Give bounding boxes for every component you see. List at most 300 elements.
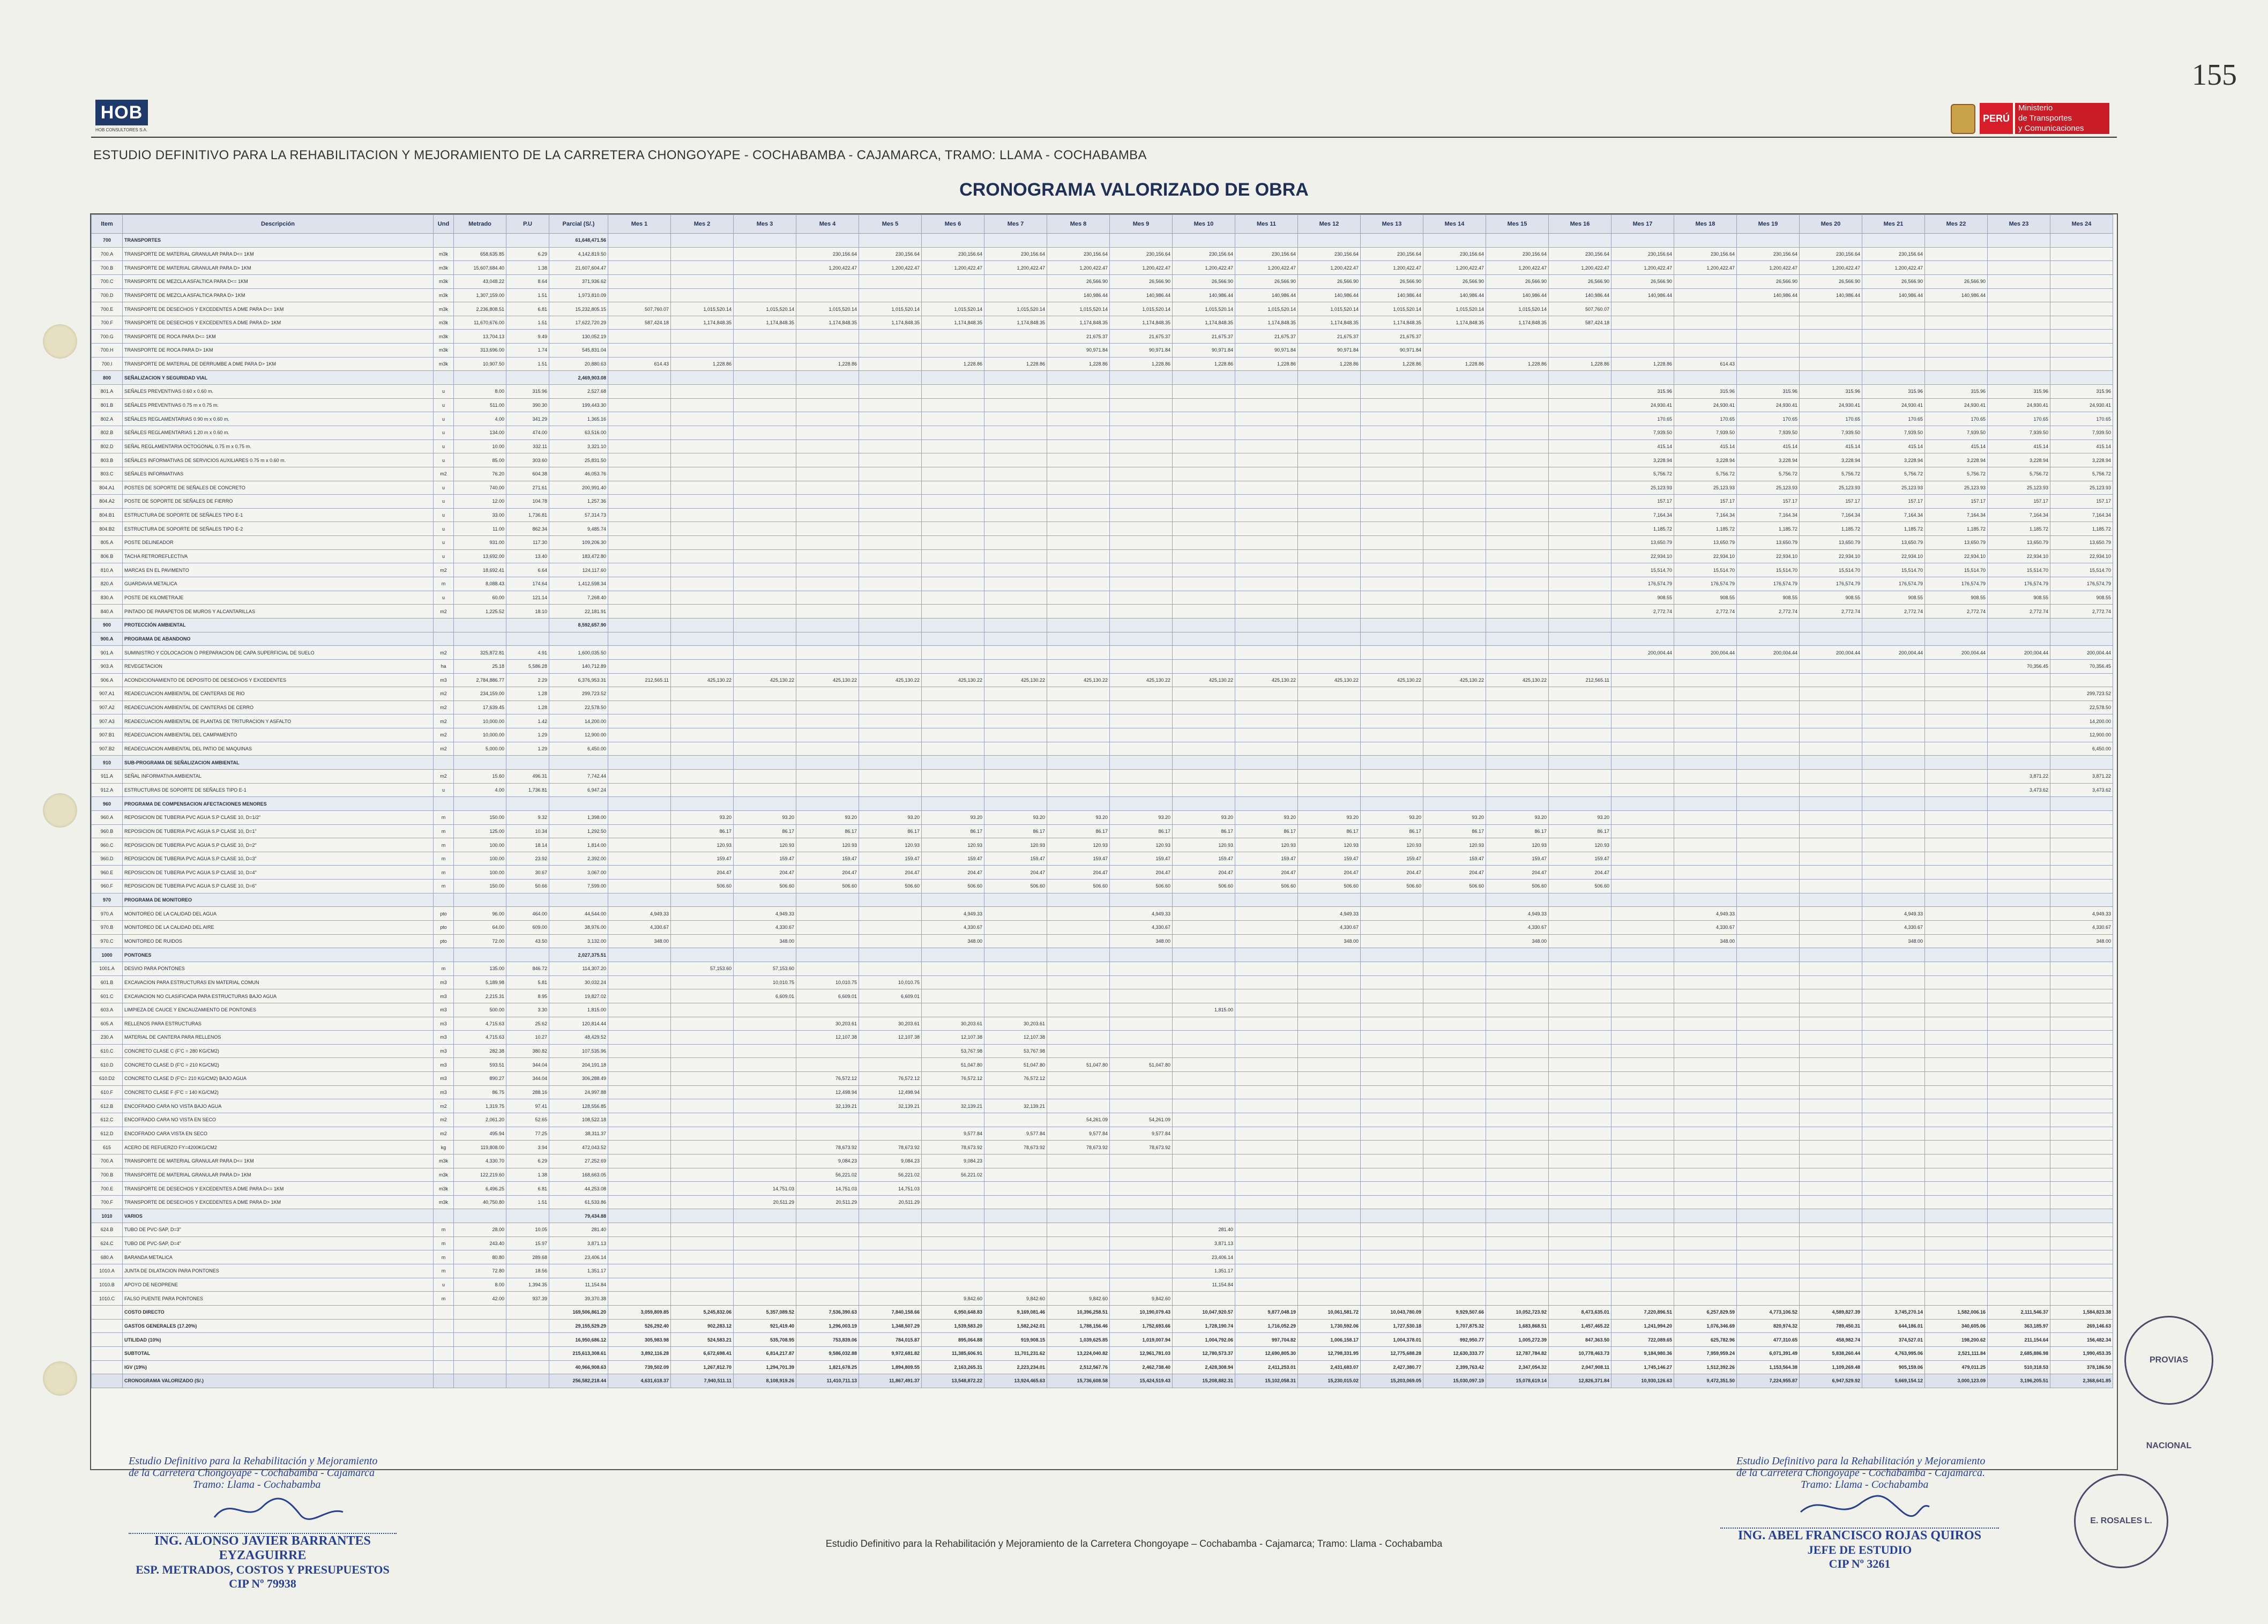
cell-mes-6: 895,064.88: [922, 1333, 984, 1347]
cell-mes-15: [1486, 577, 1549, 591]
schedule-table: [91, 214, 2113, 1388]
table-row: [92, 508, 2113, 522]
cell-mes-19: [1737, 1195, 1800, 1209]
cell-mes-24: [2050, 797, 2113, 811]
cell-mes-6: [922, 577, 984, 591]
cell-mes-22: [1925, 797, 1988, 811]
cell-mes-22: 1,185.72: [1925, 522, 1988, 536]
cell-mes-15: [1486, 893, 1549, 907]
table-row: [92, 288, 2113, 302]
table-row: [92, 1250, 2113, 1264]
cell-mes-19: [1737, 1278, 1800, 1292]
cell-und: u: [434, 495, 454, 509]
cell-mes-11: [1235, 989, 1298, 1003]
cell-mes-17: [1612, 1264, 1674, 1278]
cell-mes-24: [2050, 1003, 2113, 1017]
cell-mes-18: [1674, 687, 1737, 701]
cell-mes-24: 2,772.74: [2050, 605, 2113, 619]
cell-mes-17: [1612, 907, 1674, 921]
cell-mes-7: 120.93: [984, 838, 1047, 852]
cell-mes-13: [1361, 1003, 1423, 1017]
cell-mes-14: [1423, 921, 1486, 935]
cell-mes-11: [1235, 371, 1298, 385]
cell-mes-18: 200,004.44: [1674, 646, 1737, 660]
cell-mes-4: [796, 591, 859, 605]
cell-mes-8: 15,736,608.58: [1047, 1374, 1110, 1388]
cell-mes-11: [1235, 522, 1298, 536]
cell-mes-16: [1549, 1085, 1612, 1099]
table-row: [92, 398, 2113, 412]
cell-item: 1001.A: [92, 962, 123, 975]
cell-mes-22: [1925, 880, 1988, 893]
cell-mes-18: [1674, 880, 1737, 893]
table-row: [92, 1292, 2113, 1306]
cell-mes-16: [1549, 412, 1612, 426]
cell-mes-17: 5,756.72: [1612, 467, 1674, 481]
cell-mes-21: 1,185.72: [1862, 522, 1925, 536]
cell-mes-13: [1361, 632, 1423, 646]
cell-und: m3k: [434, 1154, 454, 1168]
cell-mes-13: 12,775,688.28: [1361, 1346, 1423, 1360]
cell-mes-24: 908.55: [2050, 591, 2113, 605]
cell-mes-23: [1988, 880, 2050, 893]
cell-mes-21: [1862, 316, 1925, 330]
cell-mes-7: [984, 605, 1047, 619]
cell-mes-17: 315.96: [1612, 385, 1674, 399]
cell-item: [92, 1319, 123, 1333]
cell-met: 1,319.75: [454, 1099, 506, 1113]
cell-pu: 1.29: [506, 742, 549, 756]
cell-mes-22: 5,756.72: [1925, 467, 1988, 481]
cell-mes-4: [796, 1044, 859, 1058]
cell-mes-18: 6,257,829.59: [1674, 1305, 1737, 1319]
cell-mes-9: [1110, 412, 1173, 426]
cell-und: m3k: [434, 302, 454, 316]
cell-mes-14: 204.47: [1423, 866, 1486, 880]
cell-und: [434, 1305, 454, 1319]
cell-und: u: [434, 453, 454, 467]
cell-mes-22: 157.17: [1925, 495, 1988, 509]
cell-und: m3: [434, 989, 454, 1003]
cell-mes-20: [1800, 769, 1862, 783]
table-row: [92, 1072, 2113, 1086]
cell-mes-24: [2050, 673, 2113, 687]
cell-mes-23: [1988, 852, 2050, 866]
cell-mes-14: [1423, 398, 1486, 412]
cell-mes-5: 159.47: [859, 852, 922, 866]
cell-met: 740.00: [454, 481, 506, 495]
cell-mes-13: 120.93: [1361, 838, 1423, 852]
cell-pu: 1.51: [506, 316, 549, 330]
cell-mes-1: [608, 756, 671, 770]
cell-mes-24: [2050, 1182, 2113, 1196]
cell-mes-23: [1988, 797, 2050, 811]
cell-desc: ACERO DE REFUERZO FY=4200KG/CM2: [123, 1141, 434, 1154]
cell-mes-5: 12,107.38: [859, 1031, 922, 1045]
cell-mes-21: [1862, 797, 1925, 811]
cell-mes-8: [1047, 701, 1110, 714]
cell-parcial: 107,535.96: [549, 1044, 608, 1058]
cell-desc: ENCOFRADO CARA VISTA EN SECO: [123, 1127, 434, 1141]
cell-mes-20: [1800, 673, 1862, 687]
cell-mes-21: [1862, 1072, 1925, 1086]
cell-mes-20: 3,228.94: [1800, 453, 1862, 467]
cell-mes-21: [1862, 1250, 1925, 1264]
cell-mes-15: 12,787,784.82: [1486, 1346, 1549, 1360]
cell-mes-15: 204.47: [1486, 866, 1549, 880]
cell-mes-20: [1800, 742, 1862, 756]
cell-mes-16: [1549, 948, 1612, 962]
cell-mes-13: [1361, 508, 1423, 522]
cell-mes-13: [1361, 563, 1423, 577]
cell-mes-9: [1110, 1017, 1173, 1031]
cell-mes-18: 230,156.64: [1674, 247, 1737, 261]
cell-mes-14: [1423, 495, 1486, 509]
cell-mes-22: [1925, 1099, 1988, 1113]
cell-mes-23: [1988, 742, 2050, 756]
cell-mes-10: 120.93: [1173, 838, 1235, 852]
cell-mes-20: [1800, 1154, 1862, 1168]
cell-mes-18: [1674, 371, 1737, 385]
cell-mes-18: 7,959,959.24: [1674, 1346, 1737, 1360]
cell-mes-7: [984, 1168, 1047, 1182]
cell-mes-24: [2050, 880, 2113, 893]
cell-mes-6: [922, 274, 984, 288]
cell-item: 970: [92, 893, 123, 907]
cell-mes-14: [1423, 536, 1486, 550]
cell-mes-2: [671, 1154, 734, 1168]
cell-parcial: 1,814.00: [549, 838, 608, 852]
cell-parcial: 1,292.50: [549, 824, 608, 838]
cell-mes-21: [1862, 1278, 1925, 1292]
cell-mes-4: [796, 1292, 859, 1306]
cell-mes-5: [859, 1278, 922, 1292]
cell-mes-12: 1,228.86: [1298, 357, 1361, 371]
cell-mes-16: 1,200,422.47: [1549, 261, 1612, 275]
cell-mes-5: [859, 934, 922, 948]
cell-mes-13: [1361, 962, 1423, 975]
cell-mes-5: [859, 439, 922, 453]
cell-mes-4: [796, 495, 859, 509]
cell-item: 800: [92, 371, 123, 385]
cell-item: 610.D: [92, 1058, 123, 1072]
cell-mes-14: [1423, 618, 1486, 632]
cell-mes-2: [671, 1141, 734, 1154]
cell-mes-4: 1,296,003.19: [796, 1319, 859, 1333]
cell-mes-19: 1,200,422.47: [1737, 261, 1800, 275]
cell-mes-3: 6,814,217.87: [734, 1346, 796, 1360]
cell-desc: READECUACION AMBIENTAL DE CANTERAS DE RIO: [123, 687, 434, 701]
cell-mes-2: 93.20: [671, 810, 734, 824]
cell-parcial: 8,592,657.90: [549, 618, 608, 632]
cell-mes-19: [1737, 632, 1800, 646]
cell-mes-24: [2050, 975, 2113, 989]
cell-mes-24: [2050, 1141, 2113, 1154]
cell-mes-10: [1173, 1044, 1235, 1058]
cell-item: 906.A: [92, 673, 123, 687]
cell-mes-4: 159.47: [796, 852, 859, 866]
cell-mes-9: 1,228.86: [1110, 357, 1173, 371]
cell-mes-15: [1486, 398, 1549, 412]
cell-mes-17: 3,228.94: [1612, 453, 1674, 467]
cell-mes-24: [2050, 893, 2113, 907]
cell-mes-24: 6,450.00: [2050, 742, 2113, 756]
cell-mes-23: [1988, 330, 2050, 344]
cell-met: 76.20: [454, 467, 506, 481]
cell-mes-9: 78,673.92: [1110, 1141, 1173, 1154]
cell-mes-16: [1549, 591, 1612, 605]
cell-mes-7: [984, 330, 1047, 344]
cell-mes-8: 2,512,567.76: [1047, 1360, 1110, 1374]
cell-mes-4: [796, 618, 859, 632]
cell-mes-21: [1862, 893, 1925, 907]
cell-mes-12: [1298, 975, 1361, 989]
cell-mes-4: 12,498.94: [796, 1085, 859, 1099]
cell-mes-3: [734, 1264, 796, 1278]
cell-mes-4: 10,010.75: [796, 975, 859, 989]
cell-und: m2: [434, 714, 454, 728]
cell-mes-6: 93.20: [922, 810, 984, 824]
cell-mes-16: 507,760.07: [1549, 302, 1612, 316]
provias-seal: PROVIAS NACIONAL: [2124, 1316, 2213, 1405]
cell-mes-16: [1549, 1031, 1612, 1045]
cell-met: 119,808.00: [454, 1141, 506, 1154]
cell-mes-1: [608, 426, 671, 439]
cell-mes-13: 506.60: [1361, 880, 1423, 893]
cell-mes-11: [1235, 632, 1298, 646]
cell-mes-4: [796, 398, 859, 412]
cell-desc: IGV (19%): [123, 1360, 434, 1374]
cell-mes-18: 625,782.96: [1674, 1333, 1737, 1347]
cell-mes-24: [2050, 316, 2113, 330]
cell-mes-22: [1925, 989, 1988, 1003]
cell-mes-5: 7,840,158.66: [859, 1305, 922, 1319]
cell-mes-10: 90,971.84: [1173, 344, 1235, 357]
cell-mes-9: [1110, 1154, 1173, 1168]
cell-mes-2: [671, 495, 734, 509]
cell-parcial: [549, 797, 608, 811]
cell-mes-16: [1549, 549, 1612, 563]
cell-mes-3: [734, 1003, 796, 1017]
cell-mes-6: [922, 769, 984, 783]
cell-item: 907.B1: [92, 728, 123, 742]
cell-mes-9: 1,752,693.66: [1110, 1319, 1173, 1333]
cell-mes-12: [1298, 1031, 1361, 1045]
cell-pu: 30.67: [506, 866, 549, 880]
cell-mes-21: [1862, 962, 1925, 975]
cell-pu: [506, 1374, 549, 1388]
cell-mes-8: 159.47: [1047, 852, 1110, 866]
cell-mes-1: 614.43: [608, 357, 671, 371]
cell-parcial: 7,742.44: [549, 769, 608, 783]
cell-mes-2: 902,283.12: [671, 1319, 734, 1333]
cell-mes-14: [1423, 1195, 1486, 1209]
cell-parcial: 281.40: [549, 1223, 608, 1237]
cell-mes-8: [1047, 426, 1110, 439]
cell-mes-7: [984, 769, 1047, 783]
cell-mes-2: 86.17: [671, 824, 734, 838]
cell-mes-16: [1549, 426, 1612, 439]
cell-mes-19: [1737, 893, 1800, 907]
cell-mes-23: [1988, 1127, 2050, 1141]
cell-mes-4: 7,536,390.63: [796, 1305, 859, 1319]
cell-mes-6: [922, 536, 984, 550]
table-row: [92, 605, 2113, 619]
cell-pu: 2.29: [506, 673, 549, 687]
cell-mes-11: [1235, 1044, 1298, 1058]
cell-mes-18: [1674, 1292, 1737, 1306]
cell-mes-12: [1298, 1292, 1361, 1306]
signer-cip-right: CIP Nº 3261: [1829, 1557, 1891, 1570]
cell-mes-22: [1925, 261, 1988, 275]
column-header: Mes 23: [1988, 215, 2050, 234]
cell-mes-11: 15,102,058.31: [1235, 1374, 1298, 1388]
cell-mes-7: [984, 783, 1047, 797]
cell-mes-17: 7,939.50: [1612, 426, 1674, 439]
cell-mes-14: [1423, 1017, 1486, 1031]
cell-mes-13: [1361, 1195, 1423, 1209]
cell-mes-7: [984, 1085, 1047, 1099]
cell-mes-9: [1110, 1195, 1173, 1209]
cell-mes-17: [1612, 330, 1674, 344]
cell-mes-11: [1235, 1141, 1298, 1154]
column-header: Mes 2: [671, 215, 734, 234]
cell-mes-7: 1,228.86: [984, 357, 1047, 371]
cell-mes-24: 157.17: [2050, 495, 2113, 509]
cell-mes-20: [1800, 1195, 1862, 1209]
cell-mes-18: [1674, 742, 1737, 756]
cell-mes-1: [608, 1278, 671, 1292]
cell-mes-7: [984, 1003, 1047, 1017]
cell-mes-14: [1423, 591, 1486, 605]
cell-desc: TRANSPORTE DE DESECHOS Y EXCEDENTES A DME PARA D<= 1KM: [123, 1182, 434, 1196]
cell-mes-12: [1298, 591, 1361, 605]
cell-mes-3: 348.00: [734, 934, 796, 948]
cell-mes-5: [859, 357, 922, 371]
cell-mes-24: 24,930.41: [2050, 398, 2113, 412]
cell-mes-13: 1,015,520.14: [1361, 302, 1423, 316]
cell-mes-20: [1800, 1168, 1862, 1182]
cell-met: [454, 1319, 506, 1333]
cell-mes-3: 1,015,520.14: [734, 302, 796, 316]
cell-mes-15: 159.47: [1486, 852, 1549, 866]
cell-mes-9: 54,261.09: [1110, 1113, 1173, 1127]
cell-mes-11: [1235, 508, 1298, 522]
cell-mes-11: 2,411,253.01: [1235, 1360, 1298, 1374]
cell-mes-22: [1925, 1264, 1988, 1278]
cell-mes-1: [608, 522, 671, 536]
cell-mes-5: [859, 687, 922, 701]
cell-mes-23: [1988, 824, 2050, 838]
cell-mes-5: [859, 893, 922, 907]
cell-und: m3k: [434, 288, 454, 302]
cell-mes-20: [1800, 962, 1862, 975]
cell-mes-22: [1925, 934, 1988, 948]
cell-und: m3: [434, 1072, 454, 1086]
cell-mes-12: 506.60: [1298, 880, 1361, 893]
cell-mes-9: 2,462,738.40: [1110, 1360, 1173, 1374]
cell-mes-20: 170.65: [1800, 412, 1862, 426]
cell-item: 601.B: [92, 975, 123, 989]
cell-parcial: 38,976.00: [549, 921, 608, 935]
cell-mes-10: [1173, 1154, 1235, 1168]
cell-met: 42.00: [454, 1292, 506, 1306]
cell-mes-1: [608, 563, 671, 577]
cell-mes-5: [859, 288, 922, 302]
cell-mes-23: [1988, 357, 2050, 371]
cell-parcial: 63,516.00: [549, 426, 608, 439]
cell-und: u: [434, 412, 454, 426]
cell-item: 802.B: [92, 426, 123, 439]
cell-mes-15: [1486, 797, 1549, 811]
cell-mes-11: [1235, 769, 1298, 783]
cell-mes-12: [1298, 1168, 1361, 1182]
cell-mes-20: [1800, 1236, 1862, 1250]
cell-mes-2: [671, 687, 734, 701]
cell-item: 624.C: [92, 1236, 123, 1250]
cell-mes-8: 425,130.22: [1047, 673, 1110, 687]
cell-item: 810.A: [92, 563, 123, 577]
cell-mes-17: 140,986.44: [1612, 288, 1674, 302]
cell-mes-10: [1173, 453, 1235, 467]
cell-mes-18: [1674, 975, 1737, 989]
cell-mes-21: [1862, 810, 1925, 824]
cell-mes-1: 4,631,618.37: [608, 1374, 671, 1388]
total-row: [92, 1305, 2113, 1319]
cell-mes-6: [922, 1236, 984, 1250]
cell-mes-22: [1925, 1141, 1988, 1154]
cell-mes-1: [608, 1182, 671, 1196]
cell-mes-7: [984, 398, 1047, 412]
cell-item: 960.A: [92, 810, 123, 824]
cell-met: 5,000.00: [454, 742, 506, 756]
cell-mes-8: [1047, 398, 1110, 412]
cell-mes-13: [1361, 1223, 1423, 1237]
cell-mes-10: [1173, 1017, 1235, 1031]
cell-mes-1: [608, 1017, 671, 1031]
cell-mes-9: [1110, 893, 1173, 907]
cell-mes-3: [734, 426, 796, 439]
cell-mes-7: [984, 234, 1047, 248]
cell-mes-23: 7,939.50: [1988, 426, 2050, 439]
cell-item: 700: [92, 234, 123, 248]
cell-parcial: 61,648,471.56: [549, 234, 608, 248]
cell-mes-3: [734, 247, 796, 261]
cell-item: 603.A: [92, 1003, 123, 1017]
cell-mes-20: 15,514.70: [1800, 563, 1862, 577]
cell-item: 960.D: [92, 852, 123, 866]
cell-mes-21: 157.17: [1862, 495, 1925, 509]
cell-mes-19: [1737, 838, 1800, 852]
cell-mes-9: 93.20: [1110, 810, 1173, 824]
cell-mes-6: [922, 646, 984, 660]
cell-item: 700.C: [92, 274, 123, 288]
cell-mes-24: 12,900.00: [2050, 728, 2113, 742]
cell-mes-24: 1,185.72: [2050, 522, 2113, 536]
cell-mes-22: 2,772.74: [1925, 605, 1988, 619]
cell-mes-6: [922, 659, 984, 673]
cell-mes-20: [1800, 1264, 1862, 1278]
cell-mes-3: [734, 549, 796, 563]
cell-mes-11: [1235, 1292, 1298, 1306]
cell-mes-13: [1361, 577, 1423, 591]
punch-hole-top: [43, 324, 77, 359]
cell-mes-7: [984, 371, 1047, 385]
cell-mes-3: [734, 769, 796, 783]
cell-mes-3: [734, 563, 796, 577]
cell-mes-10: [1173, 728, 1235, 742]
cell-pu: 8.64: [506, 274, 549, 288]
